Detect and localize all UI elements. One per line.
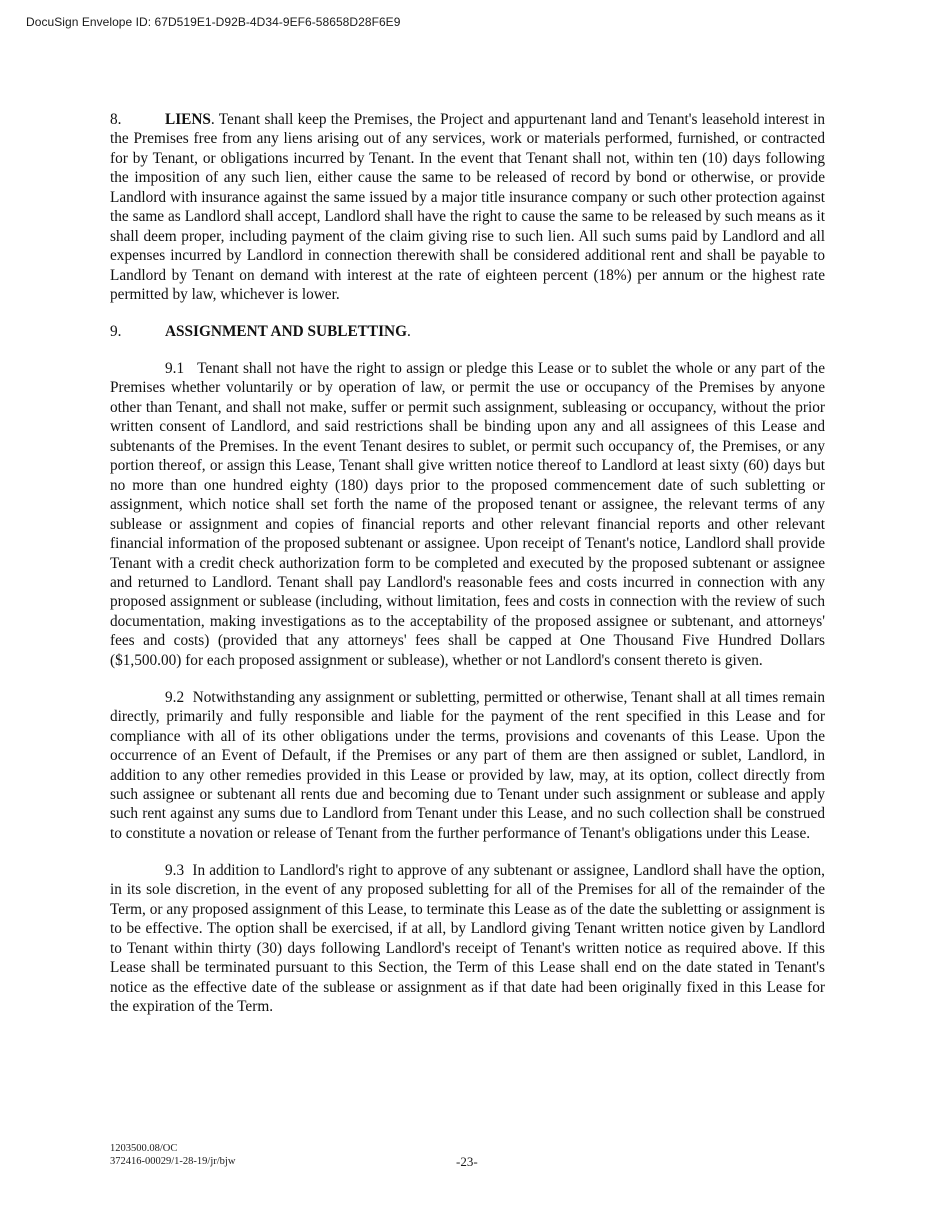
paragraph-gap [110, 305, 825, 323]
subsection-number: 9.2 [165, 688, 185, 706]
section-title-suffix: . [407, 323, 411, 341]
subsection-text: In addition to Landlord's right to approve of any subtenant or assignee, Landlord shall have the option, in its sole discretion, in the event of any proposed subletting for all of the Premises for all of the remainder of the Term, or any proposed assignment of this Lease, to terminate this Lease as of the date the subletting or assignment is to be effective. The option shall be exercised, if at all, by Landlord giving Tenant written notice given by Landlord to Tenant within thirty (30) days following Landlord's receipt of Tenant's written notice as required above. If this Lease shall be terminated pursuant to this Section, the Term of this Lease shall end on the date stated in Tenant's notice as the effective date of the sublease or assignment as if that date had been originally fixed in this Lease for the expiration of the Term. [110, 861, 825, 1016]
paragraph-gap [110, 341, 825, 359]
subsection-9-1 [110, 359, 825, 670]
section-number: 9. [110, 323, 122, 341]
section-8-liens [110, 110, 825, 305]
paragraph-gap [110, 843, 825, 861]
section-number: 8. [110, 111, 122, 128]
section-title: LIENS [165, 111, 211, 128]
subsection-number: 9.1 [165, 359, 185, 377]
section-text: . Tenant shall keep the Premises, the Project and appurtenant land and Tenant's leasehold interest in the Premises free from any liens arising out of any services, work or materials performed, furnished, or contracted for by Tenant, or obligations incurred by Tenant. In the event that Tenant shall not, within ten (10) days following the imposition of any such lien, either cause the same to be released of record by bond or otherwise, or provide Landlord with insurance against the same issued by a major title insurance company or such other protection against the same as Landlord shall accept, Landlord shall have the right to cause the same to be released by such means as it shall deem proper, including payment of the claim giving rise to such lien. All such sums paid by Landlord and all expenses incurred by Landlord in connection therewith shall be considered additional rent and shall be payable to Landlord by Tenant on demand with interest at the rate of eighteen percent (18%) per annum or the highest rate permitted by law, whichever is lower. [110, 111, 825, 304]
docusign-envelope-id: DocuSign Envelope ID: 67D519E1-D92B-4D34-9EF6-58658D28F6E9 [26, 15, 401, 29]
subsection-9-2 [110, 688, 825, 844]
footer-document-reference [110, 1143, 235, 1168]
subsection-text: Notwithstanding any assignment or subletting, permitted or otherwise, Tenant shall at all times remain directly, primarily and fully responsible and liable for the payment of the rent specified in this Lease and for compliance with all of its other obligations under the terms, provisions and covenants of this Lease. Upon the occurrence of an Event of Default, if the Premises or any part of them are then assigned or sublet, Landlord, in addition to any other remedies provided in this Lease or provided by law, may, at its option, collect directly from such assignee or subtenant all rents due and becoming due to Tenant under such assignment or sublease and apply such rent against any sums due to Landlord from Tenant under this Lease, and no such collection shall be construed to constitute a novation or release of Tenant from the further performance of Tenant's obligations under this Lease. [110, 688, 826, 842]
subsection-number: 9.3 [165, 861, 185, 879]
section-9-heading [110, 322, 825, 341]
page-number: -23- [456, 1154, 478, 1169]
subsection-text: Tenant shall not have the right to assign or pledge this Lease or to sublet the whole or any part of the Premises whether voluntarily or by operation of law, or permit the use or occupancy of the Premises by anyone other than Tenant, and shall not make, suffer or permit such assignment, subleasing or occupancy, without the prior written consent of Landlord, and said restrictions shall be binding upon any and all assignees of this Lease and subtenants of the Premises. In the event Tenant desires to sublet, or permit such occupancy of, the Premises, or any portion thereof, or assign this Lease, Tenant shall give written notice thereof to Landlord at least sixty (60) days but no more than one hundred eighty (180) days prior to the proposed commencement date of such subletting or assignment, which notice shall set forth the name of the proposed tenant or assignee, the relevant terms of any sublease or assignment and copies of financial reports and other relevant financial reports and other relevant financial information of the proposed subtenant or assignee. Upon receipt of Tenant's notice, Landlord shall provide Tenant with a credit check authorization form to be completed and executed by the proposed subtenant or assignee and returned to Landlord. Tenant shall pay Landlord's reasonable fees and costs incurred in connection with any proposed assignment or sublease (including, without limitation, fees and costs in connection with the review of such documentation, making investigations as to the acceptability of the proposed assignee or subtenant, and attorneys' fees and costs) (provided that any attorneys' fees shall be capped at One Thousand Five Hundred Dollars ($1,500.00) for each proposed assignment or sublease), whether or not Landlord's consent thereto is given. [110, 359, 825, 669]
section-title: ASSIGNMENT AND SUBLETTING [165, 323, 407, 341]
doc-ref-line-1: 1203500.08/OC [110, 1143, 178, 1154]
doc-ref-line-2: 372416-00029/1-28-19/jr/bjw [110, 1155, 236, 1167]
document-body [110, 110, 825, 1016]
subsection-9-3 [110, 861, 825, 1017]
paragraph-gap [110, 670, 825, 688]
